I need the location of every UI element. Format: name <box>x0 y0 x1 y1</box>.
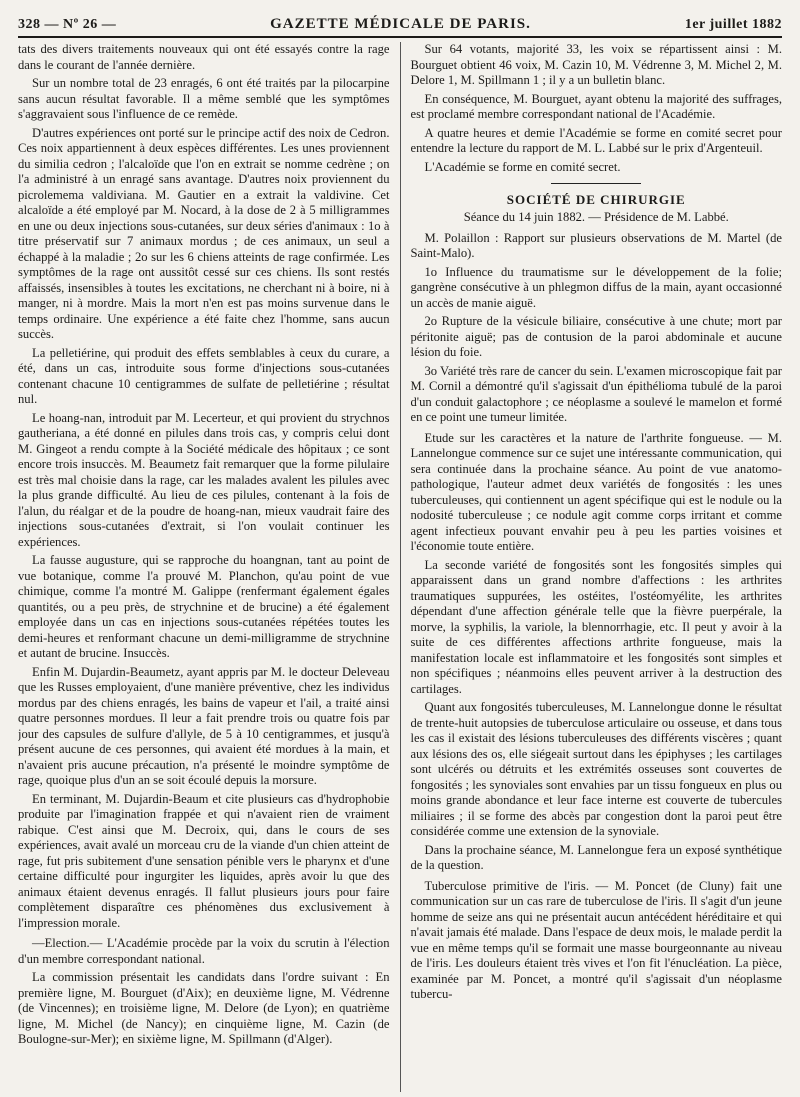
paragraph: Sur 64 votants, majorité 33, les voix se répartissent ainsi : M. Bourguet obtient 46 voix, M. Cazin 10, M. Védrenne 3, M. Michel 2, M. Delore 1, M. Spillmann 1 ; il y a un bulletin blanc. <box>410 42 782 87</box>
section-divider <box>551 183 641 184</box>
page-number: 328 — Nº 26 — <box>18 17 117 32</box>
paragraph: Etude sur les caractères et la nature de l'arthrite fongueuse. — M. Lannelongue commence sur ce sujet une intéressante communication, qui sera continuée dans la prochaine séance. Au point de vue anatomo-pathologique, l'auteur admet deux variétés de fongosités : les unes tuberculeuses, qui contiennent un agent spécifique qui est le nodule ou la nodosité tuberculeuse ; ce nodule agit comme corps irritant et comme agent infectieux pouvant envahir peu à peu les parties voisines et l'économie toute entière. <box>410 430 782 553</box>
paragraph: 2o Rupture de la vésicule biliaire, consécutive à une chute; mort par péritonite aiguë; pas de contusion de la paroi abdominale et aucune lésion du foie. <box>410 314 782 359</box>
paragraph: Dans la prochaine séance, M. Lannelongue fera un exposé synthétique de la question. <box>410 842 782 872</box>
paragraph: Le hoang-nan, introduit par M. Lecerteur, et qui provient du strychnos gautheriana, a été donné en pilules dans trois cas, y compris celui dont M. Gingeot a rendu compte à la Société médicale des hôpitaux ; ce sont encore trois insuccès. M. Beaumetz fait remarquer que la forme pilulaire est très mal choisie dans la rage, car les malades avalent les pilules avec la plus grande difficulté. Au lieu de ces pilules, contenant à la fois de l'alun, du réalgar et de la poudre de hoang-nan, mieux vaudrait faire des injections sous-cutanées d'extrait, si l'on voulait continuer les expériences. <box>18 410 390 549</box>
paragraph: D'autres expériences ont porté sur le principe actif des noix de Cedron. Ces noix appartiennent à deux espèces différentes. Les unes proviennent du similia cedron ; l'alcaloïde que l'on en extrait se nomme cedrène ; on l'a administré à un enragé sans avantage. D'autres noix proviennent du picrolemema valdiviana. M. Gautier en a extrait la valdivine. Cet alcaloïde a été employé par M. Nocard, à la dose de 2 à 5 milligrammes en une ou deux injections sous-cutanées, sur deux séries d'animaux : 1o à titre préservatif sur 7 animaux mordus ; de ces animaux, un seul a échappé à la maladie ; 2o sur les 6 chiens atteints de rage confirmée. Les symptômes de la rage ont aussitôt cessé sur ces chiens. Ils sont restés affaissés, insensibles à toutes les excitations, ne cherchant ni à boire, ni à manger, ni à mordre. Mais la mort n'en est pas moins survenue dans le temps ordinaire. Une expérience a été faite chez l'homme, sans aucun succès. <box>18 125 390 341</box>
paragraph: L'Académie se forme en comité secret. <box>424 159 621 174</box>
journal-title: GAZETTE MÉDICALE DE PARIS. <box>270 16 531 32</box>
paragraph: La commission présentait les candidats dans l'ordre suivant : En première ligne, M. Bourguet (d'Aix); en deuxième ligne, M. Védrenne (de Vincennes); en troisième ligne, M. Delore (de Lyon); en quatrième ligne, M. Michel (de Nancy); en cinquième ligne, M. Cazin (de Boulogne-sur-Mer); en sixième ligne, M. Spillmann (d'Alger). <box>18 970 390 1046</box>
right-column <box>400 42 783 1092</box>
election-paragraph: —Election.— L'Académie procède par la voix du scrutin à l'élection d'un membre correspondant national. <box>18 936 390 966</box>
paragraph: La seconde variété de fongosités sont les fongosités simples qui apparaissent dans un grand nombre d'affections : les arthrites traumatiques suppurées, les ostéites, l'ostéomyélite, les arthrites dépendant d'une affection générale telle que la fièvre puerpérale, la morve, la syphilis, la variole, la blennorrhagie, etc. Il peut y avoir à la suite de ces différentes affections arthrite fongueuse, mais la manifestation locale est inflammatoire et les fongosités sont simples et non spécifiques ; néanmoins elles peuvent arriver à la destruction des cartilages. <box>410 557 782 696</box>
paragraph: La fausse augusture, qui se rapproche du hoangnan, tant au point de vue botanique, comme l'a prouvé M. Planchon, qu'au point de vue chimique, comme l'a montré M. Galippe (renfermant également égales quantités, ou a peu près, de strychnine et de brucine) a été également employée dans un cas en injections sous-cutanées répétées toutes les demi-heures et renformant chacune un demi-milligramme de strychnine et autant de brucine. Insuccès. <box>18 553 390 660</box>
paragraph: Sur un nombre total de 23 enragés, 6 ont été traités par la pilocarpine sans aucun résultat favorable. Il a même semblé que les symptômes s'aggravaient sous l'influence de ce remède. <box>18 76 390 121</box>
section-heading: SOCIÉTÉ DE CHIRURGIE <box>506 192 686 207</box>
text-columns <box>18 42 782 1092</box>
paragraph: Enfin M. Dujardin-Beaumetz, ayant appris par M. le docteur Deleveau que les Russes employaient, d'une manière préventive, chez les individus mordus par des chiens enragés, les bains de vapeur et l'ail, a traité ainsi quatre personnes mordues. Il leur a fait prendre trois ou quatre fois par jour des capsules de sulfure d'allyle, de 5 à 10 centigrammes, et jusqu'à présent aucune de ces personnes, qui avaient été mordues à la main, et n'avaient pris aucune précaution, n'a présenté le moindre symptôme de rage, quoique plus d'un an se soit écoulé depuis la morsure. <box>18 664 390 787</box>
paragraph: Tuberculose primitive de l'iris. — M. Poncet (de Cluny) fait une communication sur un cas rare de tuberculose de l'iris. Il s'agit d'un jeune homme de seize ans qui ne présentait aucun antécédent héréditaire et qui n'avait jamais été malade. Dans l'espace de deux mois, le malade perdit la vue en même temps qu'il se formait une masse bourgeonnante au niveau de l'iris. Les douleurs étaient très vives et l'on fit l'énucléation. La pièce, examinée par M. Poncet, a montré qu'il s'agissait d'un néoplasme tubercu- <box>410 878 782 1001</box>
session-line: Séance du 14 juin 1882. — Présidence de M. Labbé. <box>463 210 729 224</box>
paragraph: 1o Influence du traumatisme sur le développement de la folie; gangrène consécutive à un phlegmon diffus de la main, ayant occasionné un accès de manie aiguë. <box>410 264 782 310</box>
paragraph: En conséquence, M. Bourguet, ayant obtenu la majorité des suffrages, est proclamé membre correspondant national de l'Académie. <box>410 91 782 121</box>
paragraph: 3o Variété très rare de cancer du sein. L'examen microscopique fait par M. Cornil a démontré qu'il s'agissait d'un épithélioma tubulé de la paroi d'un conduit galactophore ; ce néoplasme a soulevé le mamelon et formé en ce point une tumeur limitée. <box>410 363 782 424</box>
page-header <box>18 16 782 38</box>
paragraph: M. Polaillon : Rapport sur plusieurs observations de M. Martel (de Saint-Malo). <box>410 230 782 260</box>
paragraph: Quant aux fongosités tuberculeuses, M. Lannelongue donne le résultat de trente-huit autopsies de tuberculose articulaire ou osseuse, et dans tous les cas il existait des lésions tuberculeuses des différents viscères ; quant aux lésions des os, elle siégeait surtout dans les épiphyses ; les cartilages sont ulcérés ou détruits et les extrémités osseuses sont couvertes de fongosités ; les synoviales sont envahies par un tissu fongueux en plus ou moins grande abondance et leur face interne est couverte de tubercules miliaires ; il se forme des abcès par congestion dont la paroi peut être considérée comme une extension de la synoviale. <box>410 700 782 838</box>
paragraph: La pelletiérine, qui produit des effets semblables à ceux du curare, a été, dans un cas, introduite sous forme d'injections sous-cutanées contenant chacune 10 centigrammes de sulfate de pelletiérine ; résultat nul. <box>18 345 390 406</box>
paragraph: tats des divers traitements nouveaux qui ont été essayés contre la rage dans le courant de l'année dernière. <box>18 42 390 72</box>
paragraph: A quatre heures et demie l'Académie se forme en comité secret pour entendre la lecture du rapport de M. L. Labbé sur le prix d'Argenteuil. <box>410 125 782 155</box>
paragraph: En terminant, M. Dujardin-Beaum et cite plusieurs cas d'hydrophobie produite par l'imagination frappée et qui n'avaient rien de vraiment rabique. C'est ainsi que M. Decroix, qui, dans le cours de ses expériences, avait avalé un morceau cru de la viande d'un chien atteint de rage, fut pris subitement d'une sensation pénible vers le pharynx et d'une certaine difficulté pour ingurgiter les liquides, après avoir lu que des animaux étaient devenus enragés. Il fallut plusieurs jours pour faire complètement disparaître ces phénomènes dus exclusivement à l'impression morale. <box>18 791 390 930</box>
issue-date: 1er juillet 1882 <box>684 17 782 32</box>
left-column <box>18 42 400 1092</box>
